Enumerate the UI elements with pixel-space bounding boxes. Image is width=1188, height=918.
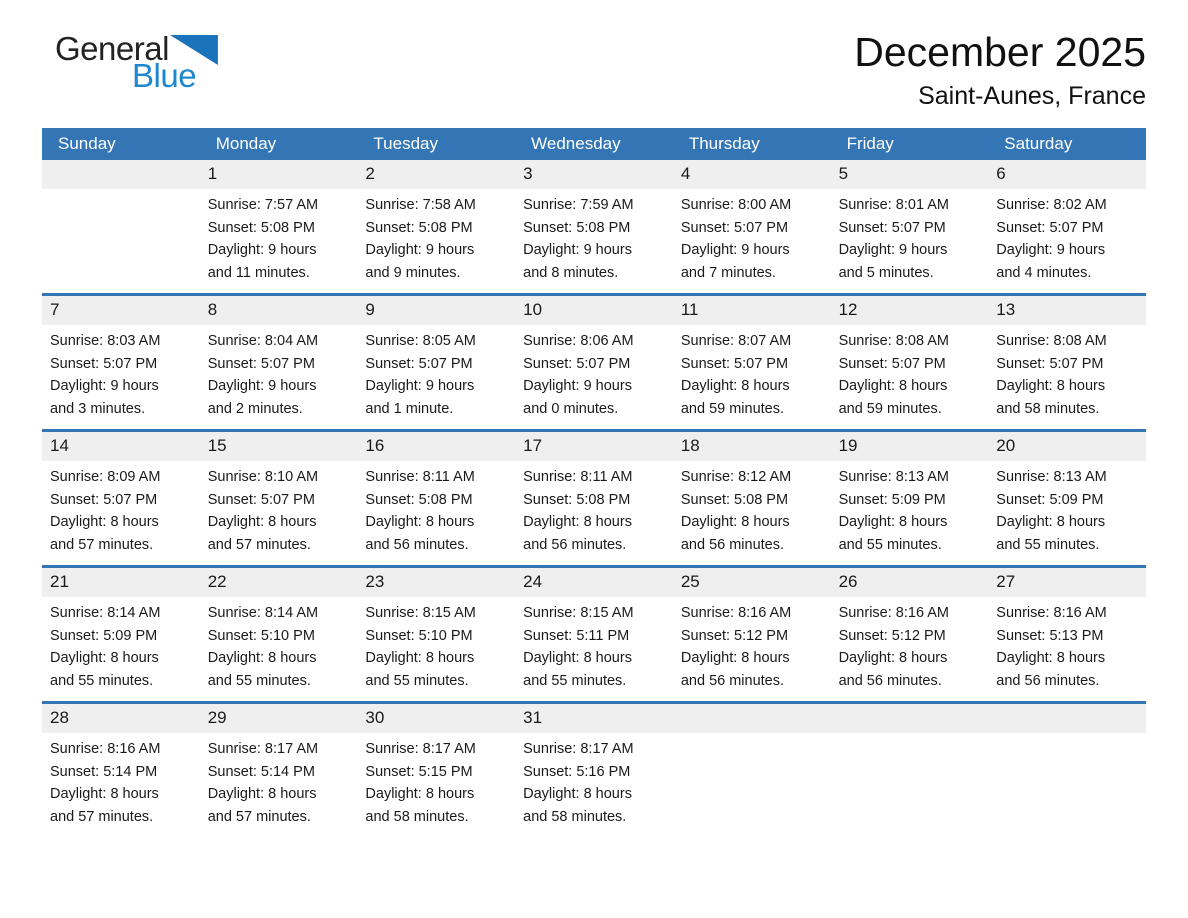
- day-cell-25: [673, 568, 831, 701]
- day-detail-line: Daylight: 8 hours: [523, 786, 632, 802]
- day-detail-line: Sunset: 5:08 PM: [523, 491, 631, 508]
- day-cell-26: [831, 568, 989, 701]
- day-detail-line: Sunrise: 8:08 AM: [838, 333, 949, 349]
- day-details: [515, 733, 673, 837]
- day-details: [673, 325, 831, 429]
- day-cell-13: [988, 296, 1146, 429]
- weekday-thursday: Thursday: [688, 134, 760, 153]
- day-detail-line: Daylight: 8 hours: [207, 650, 317, 666]
- day-detail-line: Sunset: 5:11 PM: [523, 627, 630, 644]
- day-cell-4: [673, 160, 831, 293]
- day-detail-line: Sunrise: 8:16 AM: [838, 605, 949, 621]
- day-detail-line: Sunset: 5:14 PM: [50, 763, 158, 780]
- weekday-monday: Monday: [215, 134, 277, 153]
- day-detail-line: Daylight: 8 hours: [523, 650, 632, 666]
- weekday-friday: Friday: [846, 134, 894, 153]
- day-detail-line: Daylight: 9 hours: [207, 242, 317, 258]
- day-details: [42, 597, 200, 701]
- day-number: 18: [673, 432, 831, 461]
- day-details: [515, 597, 673, 701]
- day-details: [357, 461, 515, 565]
- page-title: December 2025: [854, 29, 1146, 75]
- day-cell-empty: [673, 704, 831, 837]
- day-detail-line: Daylight: 9 hours: [523, 242, 632, 258]
- week-row-4: [42, 565, 1146, 701]
- day-detail-line: Sunrise: 8:15 AM: [523, 605, 634, 621]
- day-cell-15: [200, 432, 358, 565]
- day-cell-empty: [831, 704, 989, 837]
- day-detail-line: Sunset: 5:07 PM: [523, 355, 631, 372]
- day-number: 31: [515, 704, 673, 733]
- day-detail-line: Sunrise: 8:13 AM: [838, 469, 949, 485]
- day-number: 23: [357, 568, 515, 597]
- day-detail-line: Sunset: 5:12 PM: [680, 627, 789, 644]
- day-detail-line: Sunset: 5:08 PM: [680, 491, 789, 508]
- day-cell-16: [357, 432, 515, 565]
- day-details: [673, 189, 831, 293]
- day-detail-line: Sunset: 5:15 PM: [365, 763, 473, 780]
- weekday-tuesday: Tuesday: [373, 134, 438, 153]
- day-detail-line: Sunset: 5:07 PM: [50, 355, 158, 372]
- day-detail-line: and 55 minutes.: [207, 672, 311, 689]
- logo-text-general: General: [55, 30, 169, 67]
- day-number: 12: [831, 296, 989, 325]
- day-detail-line: Daylight: 9 hours: [838, 242, 948, 258]
- day-detail-line: Daylight: 8 hours: [996, 514, 1106, 530]
- day-number: 3: [515, 160, 673, 189]
- day-detail-line: and 11 minutes.: [207, 264, 310, 281]
- day-detail-line: and 57 minutes.: [207, 808, 311, 825]
- day-number: [988, 704, 1146, 733]
- day-detail-line: Sunrise: 8:17 AM: [365, 741, 476, 757]
- day-detail-line: Sunset: 5:07 PM: [365, 355, 473, 372]
- weekday-wednesday: Wednesday: [531, 134, 621, 153]
- day-number: 5: [831, 160, 989, 189]
- day-detail-line: Sunrise: 8:14 AM: [207, 605, 319, 621]
- day-detail-line: Daylight: 9 hours: [365, 378, 475, 394]
- day-detail-line: Sunrise: 7:57 AM: [207, 197, 319, 213]
- day-details: [42, 461, 200, 565]
- day-detail-line: Sunset: 5:08 PM: [207, 219, 315, 236]
- day-details: [357, 325, 515, 429]
- day-detail-line: Sunset: 5:09 PM: [838, 491, 946, 508]
- day-cell-6: [988, 160, 1146, 293]
- day-cell-3: [515, 160, 673, 293]
- day-detail-line: and 55 minutes.: [996, 536, 1100, 553]
- day-number: 6: [988, 160, 1146, 189]
- day-detail-line: and 8 minutes.: [523, 264, 619, 281]
- day-cell-7: [42, 296, 200, 429]
- day-detail-line: Daylight: 9 hours: [365, 242, 475, 258]
- day-detail-line: Sunset: 5:12 PM: [838, 627, 946, 644]
- day-detail-line: Sunset: 5:08 PM: [365, 219, 473, 236]
- day-detail-line: Daylight: 8 hours: [365, 650, 475, 666]
- day-detail-line: Daylight: 8 hours: [680, 650, 790, 666]
- day-detail-line: Sunset: 5:07 PM: [996, 219, 1104, 236]
- day-number: 10: [515, 296, 673, 325]
- day-detail-line: Sunrise: 8:16 AM: [50, 741, 161, 757]
- day-number: 30: [357, 704, 515, 733]
- day-detail-line: Sunset: 5:09 PM: [50, 627, 158, 644]
- day-details: [988, 597, 1146, 701]
- day-cell-31: [515, 704, 673, 837]
- day-number: 16: [357, 432, 515, 461]
- day-cell-21: [42, 568, 200, 701]
- day-details: [673, 597, 831, 701]
- day-details: [357, 189, 515, 293]
- day-detail-line: and 56 minutes.: [365, 536, 469, 553]
- day-cell-11: [673, 296, 831, 429]
- day-detail-line: Sunset: 5:07 PM: [680, 219, 789, 236]
- day-detail-line: and 56 minutes.: [996, 672, 1100, 689]
- day-detail-line: Sunrise: 8:17 AM: [523, 741, 634, 757]
- day-detail-line: Sunrise: 8:08 AM: [996, 333, 1107, 349]
- day-detail-line: Daylight: 8 hours: [365, 786, 475, 802]
- day-detail-line: and 5 minutes.: [838, 264, 934, 281]
- day-detail-line: Sunrise: 8:15 AM: [365, 605, 476, 621]
- day-detail-line: Sunrise: 8:07 AM: [680, 333, 792, 349]
- logo-text-blue: Blue: [132, 57, 197, 94]
- day-detail-line: Sunset: 5:16 PM: [523, 763, 631, 780]
- day-number: 8: [200, 296, 358, 325]
- day-detail-line: Sunrise: 7:59 AM: [523, 197, 634, 213]
- day-detail-line: Sunset: 5:10 PM: [365, 627, 473, 644]
- day-number: 9: [357, 296, 515, 325]
- day-detail-line: Daylight: 8 hours: [996, 378, 1106, 394]
- day-detail-line: Sunset: 5:07 PM: [207, 355, 315, 372]
- day-cell-1: [200, 160, 358, 293]
- day-details: [42, 325, 200, 429]
- day-number: 7: [42, 296, 200, 325]
- day-detail-line: Daylight: 8 hours: [838, 378, 948, 394]
- day-detail-line: Sunrise: 8:11 AM: [523, 469, 633, 485]
- day-cell-20: [988, 432, 1146, 565]
- page-subtitle: Saint-Aunes, France: [918, 82, 1146, 111]
- title-block: [854, 30, 1146, 111]
- day-number: 25: [673, 568, 831, 597]
- day-detail-line: Daylight: 8 hours: [207, 514, 317, 530]
- day-detail-line: Sunrise: 8:11 AM: [365, 469, 475, 485]
- calendar-table: [42, 128, 1146, 837]
- day-cell-12: [831, 296, 989, 429]
- day-number: [673, 704, 831, 733]
- day-detail-line: Sunrise: 8:02 AM: [996, 197, 1107, 213]
- day-number: 1: [200, 160, 358, 189]
- day-detail-line: Daylight: 8 hours: [838, 514, 948, 530]
- day-cell-2: [357, 160, 515, 293]
- day-cell-30: [357, 704, 515, 837]
- day-cell-5: [831, 160, 989, 293]
- day-detail-line: Sunrise: 8:05 AM: [365, 333, 476, 349]
- week-row-1: [42, 160, 1146, 293]
- day-detail-line: and 1 minute.: [365, 400, 454, 417]
- day-detail-line: and 58 minutes.: [996, 400, 1100, 417]
- day-detail-line: and 7 minutes.: [680, 264, 776, 281]
- week-row-5: [42, 701, 1146, 837]
- day-details: [988, 325, 1146, 429]
- day-detail-line: and 59 minutes.: [680, 400, 785, 417]
- day-details: [42, 733, 200, 837]
- day-number: 2: [357, 160, 515, 189]
- day-detail-line: Sunrise: 8:09 AM: [50, 469, 161, 485]
- day-details: [988, 461, 1146, 565]
- day-detail-line: and 3 minutes.: [50, 400, 146, 417]
- day-detail-line: Sunrise: 8:04 AM: [207, 333, 319, 349]
- day-detail-line: and 55 minutes.: [838, 536, 942, 553]
- day-cell-28: [42, 704, 200, 837]
- day-number: 20: [988, 432, 1146, 461]
- day-details: [200, 733, 358, 837]
- day-detail-line: and 55 minutes.: [50, 672, 154, 689]
- day-detail-line: Daylight: 8 hours: [50, 650, 159, 666]
- day-detail-line: Sunset: 5:07 PM: [207, 491, 315, 508]
- day-number: 26: [831, 568, 989, 597]
- day-detail-line: Daylight: 8 hours: [838, 650, 948, 666]
- day-number: 13: [988, 296, 1146, 325]
- day-detail-line: and 57 minutes.: [50, 808, 154, 825]
- day-detail-line: Sunset: 5:14 PM: [207, 763, 315, 780]
- weekday-header: [42, 128, 1146, 160]
- day-number: 4: [673, 160, 831, 189]
- day-detail-line: Sunrise: 8:16 AM: [680, 605, 792, 621]
- day-detail-line: and 55 minutes.: [523, 672, 627, 689]
- weekday-saturday: Saturday: [1004, 134, 1073, 153]
- day-detail-line: Daylight: 8 hours: [50, 786, 159, 802]
- day-cell-8: [200, 296, 358, 429]
- day-detail-line: Sunset: 5:08 PM: [365, 491, 473, 508]
- day-details: [515, 189, 673, 293]
- day-detail-line: Daylight: 8 hours: [996, 650, 1106, 666]
- day-cell-10: [515, 296, 673, 429]
- day-detail-line: Daylight: 9 hours: [50, 378, 159, 394]
- day-detail-line: Sunset: 5:09 PM: [996, 491, 1104, 508]
- day-detail-line: Daylight: 8 hours: [365, 514, 475, 530]
- day-detail-line: Sunrise: 8:00 AM: [680, 197, 792, 213]
- day-details: [200, 325, 358, 429]
- day-detail-line: and 56 minutes.: [680, 536, 785, 553]
- day-details: [673, 733, 831, 832]
- day-number: 17: [515, 432, 673, 461]
- day-detail-line: Sunset: 5:08 PM: [523, 219, 631, 236]
- day-detail-line: and 55 minutes.: [365, 672, 469, 689]
- day-detail-line: and 9 minutes.: [365, 264, 461, 281]
- day-details: [831, 325, 989, 429]
- day-detail-line: Sunrise: 8:16 AM: [996, 605, 1107, 621]
- day-cell-18: [673, 432, 831, 565]
- day-detail-line: Sunrise: 8:17 AM: [207, 741, 319, 757]
- day-detail-line: Daylight: 8 hours: [680, 514, 790, 530]
- day-detail-line: Sunset: 5:07 PM: [838, 355, 946, 372]
- day-detail-line: and 58 minutes.: [523, 808, 627, 825]
- day-number: 22: [200, 568, 358, 597]
- day-details: [357, 733, 515, 837]
- day-detail-line: Daylight: 8 hours: [523, 514, 632, 530]
- day-detail-line: Sunrise: 8:12 AM: [680, 469, 792, 485]
- day-number: 24: [515, 568, 673, 597]
- day-details: [357, 597, 515, 701]
- day-detail-line: Daylight: 8 hours: [50, 514, 159, 530]
- day-detail-line: and 0 minutes.: [523, 400, 619, 417]
- day-details: [988, 733, 1146, 832]
- day-detail-line: Daylight: 8 hours: [680, 378, 790, 394]
- calendar-grid: [42, 160, 1146, 837]
- day-detail-line: Sunset: 5:07 PM: [838, 219, 946, 236]
- day-detail-line: Sunrise: 8:03 AM: [50, 333, 161, 349]
- day-detail-line: Sunset: 5:10 PM: [207, 627, 315, 644]
- day-details: [831, 461, 989, 565]
- day-number: [831, 704, 989, 733]
- day-detail-line: Sunset: 5:07 PM: [50, 491, 158, 508]
- day-details: [831, 189, 989, 293]
- day-number: 29: [200, 704, 358, 733]
- day-detail-line: and 59 minutes.: [838, 400, 942, 417]
- day-detail-line: Sunset: 5:07 PM: [680, 355, 789, 372]
- day-detail-line: and 56 minutes.: [680, 672, 785, 689]
- day-details: [831, 733, 989, 832]
- day-detail-line: and 4 minutes.: [996, 264, 1092, 281]
- day-details: [200, 461, 358, 565]
- day-details: [200, 189, 358, 293]
- day-detail-line: Daylight: 9 hours: [523, 378, 632, 394]
- day-detail-line: and 57 minutes.: [50, 536, 154, 553]
- day-cell-23: [357, 568, 515, 701]
- day-detail-line: Daylight: 9 hours: [680, 242, 790, 258]
- day-details: [42, 189, 200, 288]
- day-details: [831, 597, 989, 701]
- day-cell-22: [200, 568, 358, 701]
- day-number: 27: [988, 568, 1146, 597]
- day-number: 14: [42, 432, 200, 461]
- day-details: [200, 597, 358, 701]
- day-detail-line: Sunset: 5:07 PM: [996, 355, 1104, 372]
- day-detail-line: and 56 minutes.: [523, 536, 627, 553]
- day-cell-17: [515, 432, 673, 565]
- general-blue-logo: [55, 30, 218, 92]
- day-details: [673, 461, 831, 565]
- day-cell-9: [357, 296, 515, 429]
- week-row-2: [42, 293, 1146, 429]
- day-cell-19: [831, 432, 989, 565]
- day-detail-line: Sunrise: 8:10 AM: [207, 469, 319, 485]
- day-number: 19: [831, 432, 989, 461]
- day-number: 21: [42, 568, 200, 597]
- page-header: [0, 0, 1188, 128]
- day-details: [515, 325, 673, 429]
- day-cell-27: [988, 568, 1146, 701]
- day-cell-14: [42, 432, 200, 565]
- day-detail-line: and 57 minutes.: [207, 536, 311, 553]
- day-number: 15: [200, 432, 358, 461]
- day-detail-line: Sunrise: 8:01 AM: [838, 197, 949, 213]
- day-detail-line: Sunrise: 8:14 AM: [50, 605, 161, 621]
- day-cell-29: [200, 704, 358, 837]
- day-number: [42, 160, 200, 189]
- day-cell-empty: [988, 704, 1146, 837]
- day-detail-line: Daylight: 8 hours: [207, 786, 317, 802]
- day-detail-line: Sunrise: 8:13 AM: [996, 469, 1107, 485]
- day-number: 28: [42, 704, 200, 733]
- day-detail-line: and 58 minutes.: [365, 808, 469, 825]
- day-detail-line: and 2 minutes.: [207, 400, 303, 417]
- day-detail-line: Sunrise: 8:06 AM: [523, 333, 634, 349]
- day-detail-line: Daylight: 9 hours: [996, 242, 1106, 258]
- day-detail-line: Daylight: 9 hours: [207, 378, 317, 394]
- day-number: 11: [673, 296, 831, 325]
- day-detail-line: and 56 minutes.: [838, 672, 942, 689]
- weekday-sunday: Sunday: [58, 134, 116, 153]
- day-detail-line: Sunrise: 7:58 AM: [365, 197, 476, 213]
- day-detail-line: Sunset: 5:13 PM: [996, 627, 1104, 644]
- day-details: [515, 461, 673, 565]
- day-cell-empty: [42, 160, 200, 293]
- week-row-3: [42, 429, 1146, 565]
- day-cell-24: [515, 568, 673, 701]
- day-details: [988, 189, 1146, 293]
